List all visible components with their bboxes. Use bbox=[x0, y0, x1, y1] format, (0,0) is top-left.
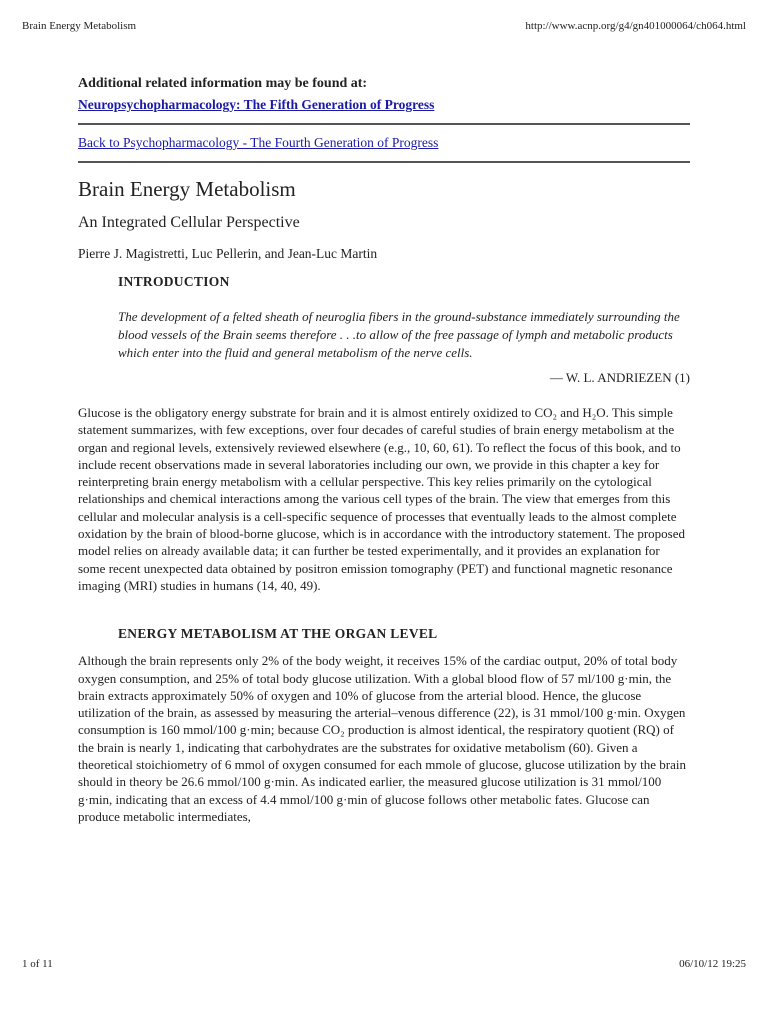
divider-bottom bbox=[78, 161, 690, 163]
page-number: 1 of 11 bbox=[22, 958, 53, 970]
epigraph-quote: The development of a felted sheath of neuroglia fibers in the ground-substance immediately surrounding the blood vessels of the Brain seems therefore . . .to allow of the free passage of lymph and metabolic products which enter into the fluid and general metabolism of the nerve cells. bbox=[118, 309, 680, 360]
header-title: Brain Energy Metabolism bbox=[22, 20, 137, 32]
organ-level-paragraph: Although the brain represents only 2% of the body weight, it receives 15% of the cardiac output, 20% of total body oxygen consumption, and 25% of total body glucose utilization. With a global blood flow of 57 ml/100 g·min, the brain extracts approximately 50% of oxygen and 10% of glucose from the arterial blood. Hence, the glucose utilization of the brain, as assessed by measuring the arterial–venous difference (22), is 31 mmol/100 g·min. Oxygen consumption is 160 mmol/100 g·min; because CO₂ production is almost identical, the respiratory quotient (RQ) of the brain is nearly 1, indicating that carbohydrates are the substrates for oxidative metabolism (60). Given a theoretical stoichiometry of 6 mmol of oxygen consumed for each mmole of glucose, glucose utilization by the brain should in theory be 26.6 mmol/100 g·min. As indicated earlier, the measured glucose utilization is 31 mmol/100 g·min, indicating that an excess of 4.4 mmol/100 g·min of glucose follows other metabolic fates. Glucose can produce metabolic intermediates, bbox=[78, 653, 686, 824]
organ-level-heading: ENERGY METABOLISM AT THE ORGAN LEVEL bbox=[118, 626, 438, 642]
introduction-heading: INTRODUCTION bbox=[118, 274, 230, 289]
page-content bbox=[78, 68, 690, 825]
article-subtitle: An Integrated Cellular Perspective bbox=[78, 214, 300, 231]
header-url: http://www.acnp.org/g4/gn401000064/ch064.html bbox=[525, 20, 746, 32]
intro-paragraph: Glucose is the obligatory energy substrate for brain and it is almost entirely oxidized to CO₂ and H₂O. This simple statement summarizes, with few exceptions, over four decades of careful studies of brain energy metabolism at the organ and regional levels, extensively reviewed elsewhere (e.g., 10, 60, 61). To reflect the focus of this book, and to include recent observations made in several laboratories including our own, we provide in this chapter a key for reinterpreting brain energy metabolism with a cellular perspective. This key relies primarily on the cytological relationships and chemical interactions among the various cell types of the brain. The view that emerges from this cellular and molecular analysis is a cell-specific sequence of processes that eventually leads to the almost complete oxidation by the brain of blood-borne glucose, which is in accordance with the introductory statement. The proposed model relies on already available data; it can further be tested experimentally, and it provides an explanation for some recent unexpected data obtained by positron emission tomography (PET) and functional magnetic resonance imaging (MRI) studies in humans (14, 40, 49). bbox=[78, 405, 685, 593]
fourth-generation-link[interactable]: Back to Psychopharmacology - The Fourth Generation of Progress bbox=[78, 135, 439, 150]
epigraph-attribution: — W. L. ANDRIEZEN (1) bbox=[549, 370, 690, 385]
divider-top bbox=[78, 123, 690, 125]
fifth-generation-link[interactable]: Neuropsychopharmacology: The Fifth Generation of Progress bbox=[78, 97, 435, 112]
print-footer bbox=[22, 958, 746, 970]
info-title: Additional related information may be found at: bbox=[78, 76, 368, 91]
article-authors: Pierre J. Magistretti, Luc Pellerin, and Jean-Luc Martin bbox=[78, 246, 378, 261]
article-title: Brain Energy Metabolism bbox=[78, 177, 296, 201]
print-timestamp: 06/10/12 19:25 bbox=[679, 958, 746, 970]
print-header bbox=[22, 20, 746, 32]
